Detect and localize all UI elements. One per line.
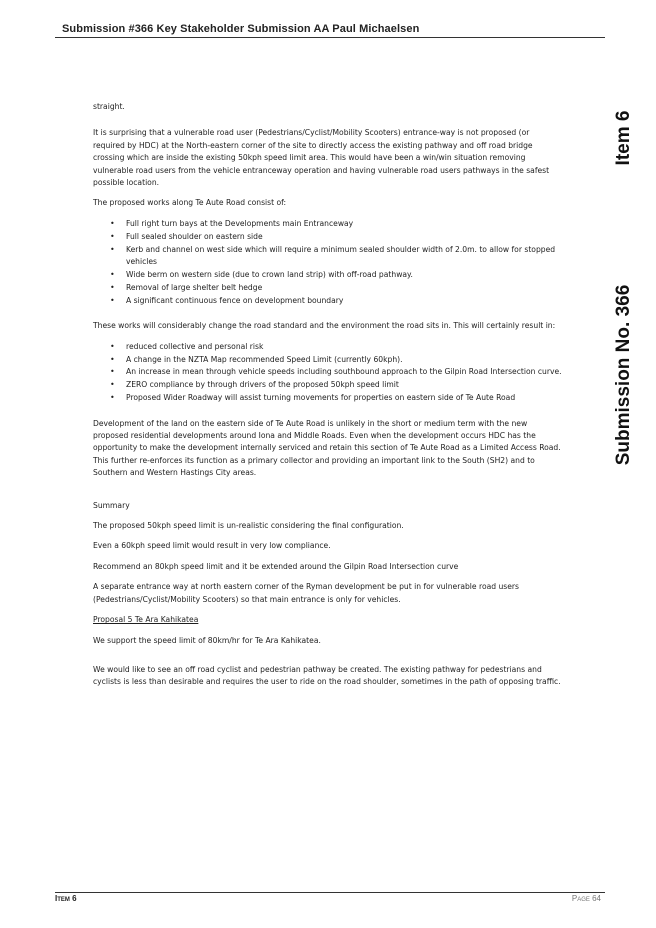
results-list (93, 341, 563, 405)
proposal-5-heading: Proposal 5 Te Ara Kahikatea (93, 615, 199, 625)
list-item: • Full right turn bays at the Developments main Entranceway (126, 218, 563, 230)
side-label-submission (600, 283, 648, 466)
header-divider (55, 37, 605, 38)
side-label-submission-text: Submission No. 366 (613, 284, 634, 465)
footer-divider (55, 892, 605, 893)
list-item: • Kerb and channel on west side which will require a minimum sealed shoulder width of 2.0m. to allow for stopped vehicles (126, 244, 563, 269)
side-label-item-text: Item 6 (613, 110, 634, 166)
paragraph-summary-1: The proposed 50kph speed limit is un-realistic considering the final configuration. (93, 521, 404, 531)
list-item: • Removal of large shelter belt hedge (126, 282, 563, 294)
paragraph-vulnerable-users: It is surprising that a vulnerable road user (Pedestrians/Cyclist/Mobility Scooters) entrance-way is not proposed (or required by HDC) at the North-eastern corner of the site to directly access the existing pathway and off road bridge crossing which are inside the existing 50kph speed limit area. This would have been a win/win situation removing vulnerable road users from the vehicle entranceway operation and having vulnerable road users pathways in the safest possible location. (93, 128, 550, 188)
paragraph-summary-3: Recommend an 80kph speed limit and it be extended around the Gilpin Road Intersection curve (93, 561, 459, 571)
list-item: • ZERO compliance by through drivers of the proposed 50kph speed limit (126, 379, 563, 391)
list-item: • Proposed Wider Roadway will assist turning movements for properties on eastern side of Te Aute Road (126, 392, 563, 404)
paragraph-proposal-5-pathway: We would like to see an off road cyclist and pedestrian pathway be created. The existing pathway for pedestrians and cyclists is less than desirable and requires the user to ride on the road shoulder, sometimes in the path of opposing traffic. (93, 664, 561, 687)
list-item: • A significant continuous fence on development boundary (126, 295, 563, 307)
paragraph-change-intro: These works will considerably change the road standard and the environment the road sits in. This will certainly result in: (93, 321, 556, 331)
page-header-title: Submission #366 Key Stakeholder Submission AA Paul Michaelsen (62, 23, 420, 35)
list-item: • Wide berm on western side (due to crown land strip) with off-road pathway. (126, 269, 563, 281)
paragraph-straight: straight. (93, 102, 125, 111)
paragraph-works-intro: The proposed works along Te Aute Road consist of: (93, 198, 287, 208)
footer-page-number: Page 64 (571, 894, 601, 903)
list-item: • Full sealed shoulder on eastern side (126, 231, 563, 243)
paragraph-summary-2: Even a 60kph speed limit would result in very low compliance. (93, 541, 331, 551)
paragraph-development: Development of the land on the eastern side of Te Aute Road is unlikely in the short or medium term with the new proposed residential developments around Iona and Middle Roads. Even when the development occurs HDC has the opportunity to make the development internally serviced and retain this section of Te Aute Road as a Limited Access Road. This further re-enforces its function as a primary collector and providing an important link to the South (SH2) and to Southern and Western Hastings City areas. (93, 418, 561, 478)
paragraph-summary-4: A separate entrance way at north eastern corner of the Ryman development be put in for vulnerable road users (Pedestrians/Cyclist/Mobility Scooters) so that main entrance is only for vehicles. (93, 582, 520, 604)
list-item: • reduced collective and personal risk (126, 341, 563, 353)
document-body (93, 101, 563, 697)
paragraph-proposal-5-support: We support the speed limit of 80km/hr for Te Ara Kahikatea. (93, 635, 321, 645)
summary-heading: Summary (93, 500, 130, 510)
list-item: • An increase in mean through vehicle speeds including southbound approach to the Gilpin Road Intersection curve. (126, 366, 563, 378)
list-item: • A change in the NZTA Map recommended Speed Limit (currently 60kph). (126, 354, 563, 366)
side-label-item (600, 108, 648, 168)
footer-item-label: Item 6 (55, 894, 77, 903)
works-list (93, 218, 563, 307)
